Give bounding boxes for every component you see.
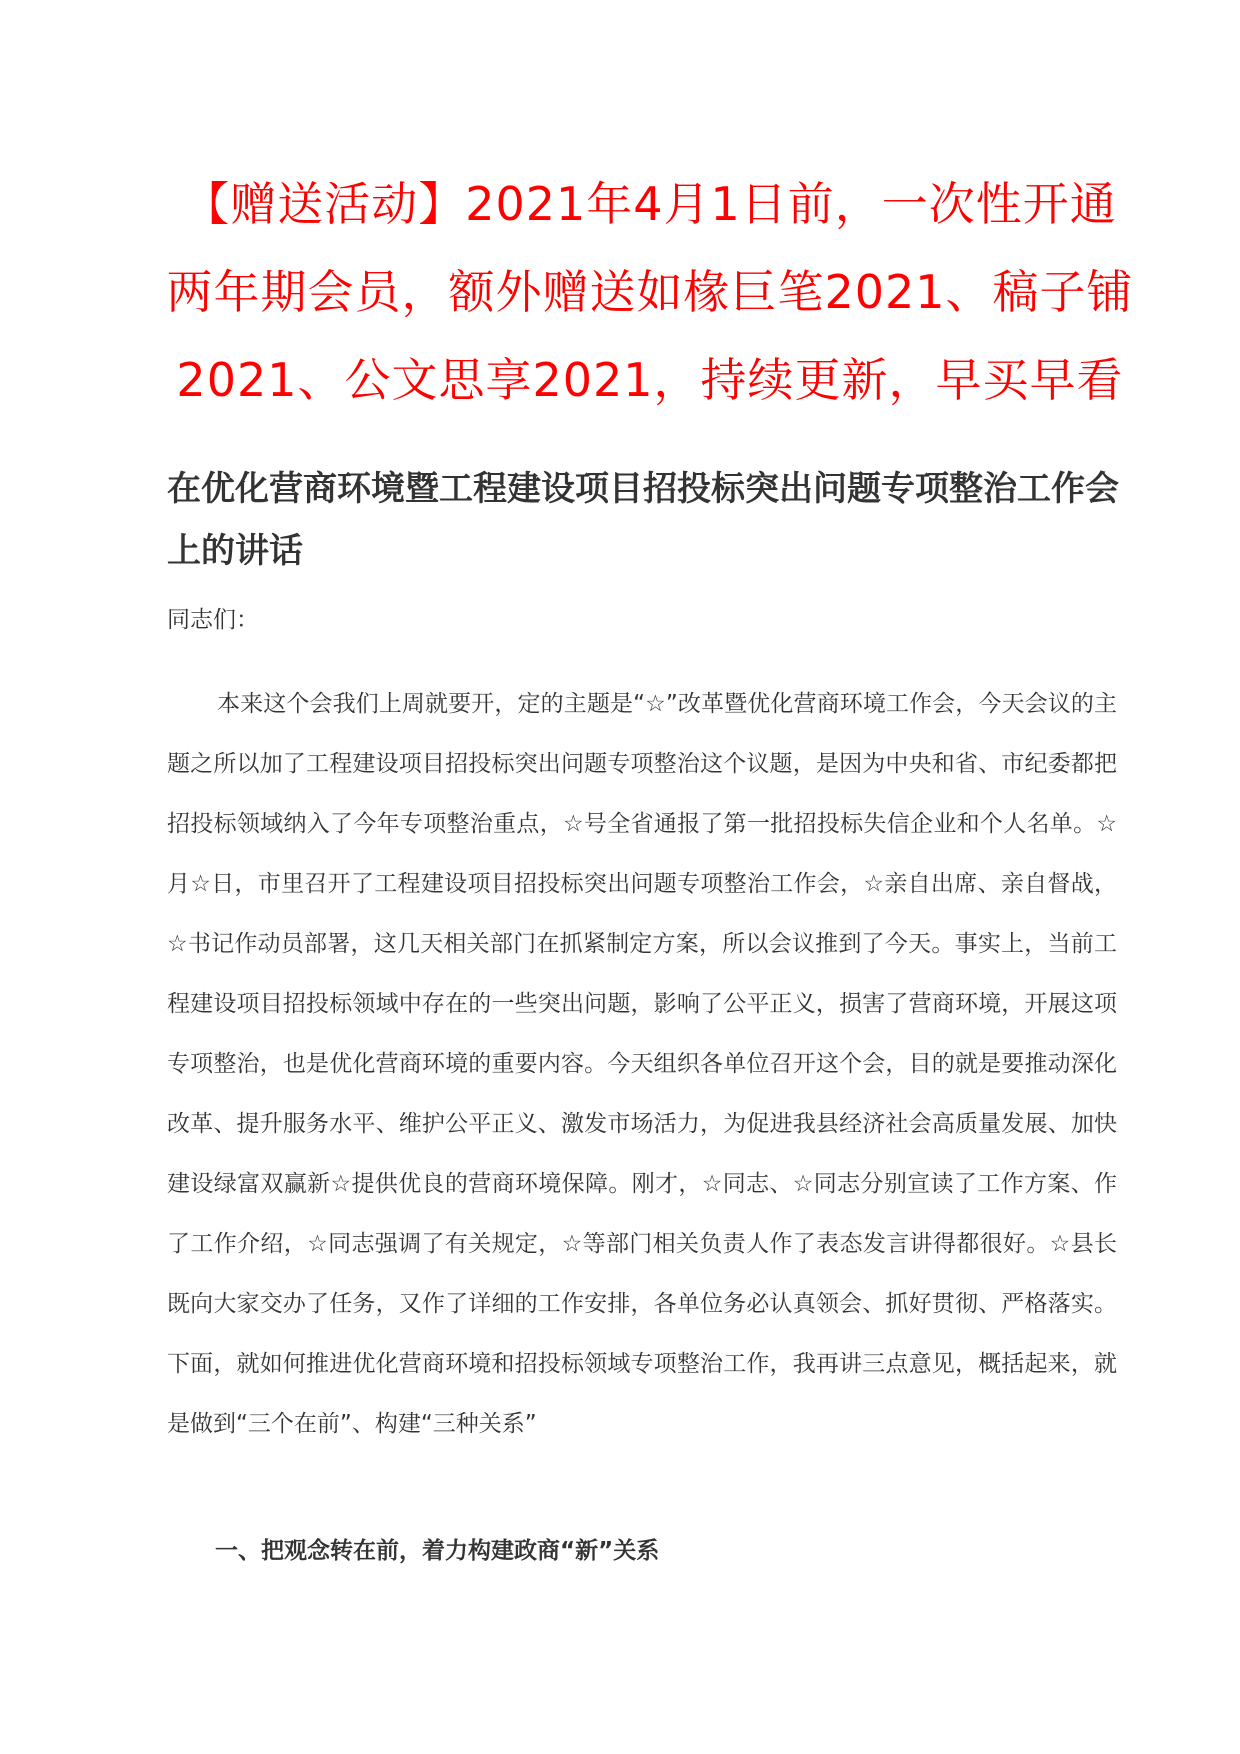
promo-banner-text: 【赠送活动】2021年4月1日前，一次性开通两年期会员，额外赠送如椽巨笔2021、稿子铺2021、公文思享2021，持续更新，早买早看 bbox=[166, 177, 1134, 407]
salutation: 同志们： bbox=[167, 607, 259, 633]
body-paragraph: 本来这个会我们上周就要开，定的主题是“☆”改革暨优化营商环境工作会，今天会议的主题之所以加了工程建设项目招投标突出问题专项整治这个议题，是因为中央和省、市纪委都把招投标领域纳入了今年专项整治重点，☆号全省通报了第一批招投标失信企业和个人名单。☆月☆日，市里召开了工程建设项目招投标突出问题专项整治工作会，☆亲自出席、亲自督战，☆书记作动员部署，这几天相关部门在抓紧制定方案，所以会议推到了今天。事实上，当前工程建设项目招投标领域中存在的一些突出问题，影响了公平正义，损害了营商环境，开展这项专项整治，也是优化营商环境的重要内容。今天组织各单位召开这个会，目的就是要推动深化改革、提升服务水平、维护公平正义、激发市场活力，为促进我县经济社会高质量发展、加快建设绿富双赢新☆提供优良的营商环境保障。刚才，☆同志、☆同志分别宣读了工作方案、作了工作介绍，☆同志强调了有关规定，☆等部门相关负责人作了表态发言讲得都很好。☆县长既向大家交办了任务，又作了详细的工作安排，各单位务必认真领会、抓好贯彻、严格落实。下面，就如何推进优化营商环境和招投标领域专项整治工作，我再讲三点意见，概括起来，就是做到“三个在前”、构建“三种关系” bbox=[167, 691, 1117, 1437]
section-heading: 一、把观念转在前，着力构建政商“新”关系 bbox=[215, 1538, 660, 1564]
document-title: 在优化营商环境暨工程建设项目招投标突出问题专项整治工作会上的讲话 bbox=[167, 469, 1119, 571]
